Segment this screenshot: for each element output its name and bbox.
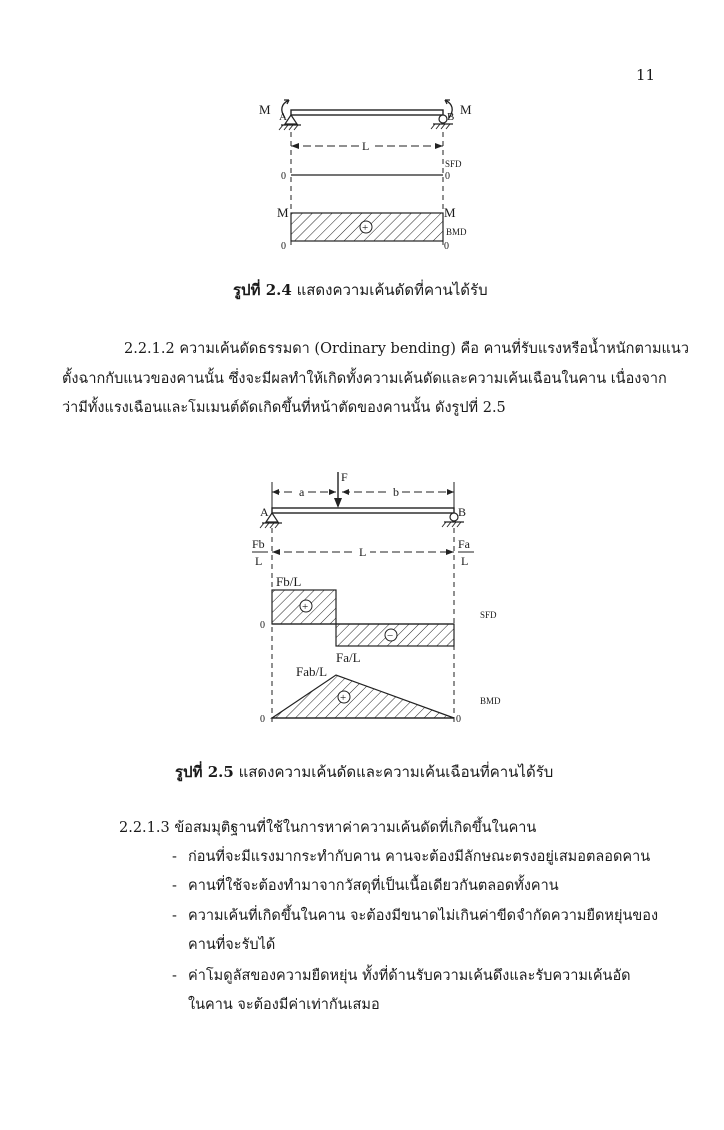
label-zero-sfd-right: 0 [445, 171, 450, 182]
roller-support-b-2 [450, 513, 458, 521]
sfd-minus-sign: − [387, 630, 394, 642]
list-item-text: ค่าโมดูลัสของความยืดหยุ่น ทั้งที่ด้านรับความเค้นดึงและรับความเค้นอัด [188, 968, 631, 984]
label-a: A [279, 111, 287, 123]
list-item-text: คานที่ใช้จะต้องทำมาจากวัสดุที่เป็นเนื้อเดียวกันตลอดทั้งคาน [188, 878, 559, 894]
list-item-text: ก่อนที่จะมีแรงมากระทำกับคาน คานจะต้องมีลักษณะตรงอยู่เสมอตลอดคาน [188, 849, 651, 865]
beam [291, 110, 443, 115]
list-item-continuation: ในคาน จะต้องมีค่าเท่ากันเสมอ [188, 997, 380, 1013]
caption-label: รูปที่ 2.4 [233, 281, 292, 299]
list-item [172, 906, 658, 926]
label-zero-sfd-2: 0 [260, 620, 265, 631]
list-item [172, 847, 650, 867]
label-f: F [341, 470, 348, 484]
label-a-2: A [260, 505, 269, 519]
label-fb-den: L [255, 554, 263, 568]
label-zero-bmd-left: 0 [281, 241, 286, 252]
label-zero-sfd-left: 0 [281, 171, 286, 182]
bmd-plus-sign: + [362, 222, 369, 234]
label-bmd: BMD [446, 227, 467, 237]
list-item-text: ความเค้นที่เกิดขึ้นในคาน จะต้องมีขนาดไม่เกินค่าขีดจำกัดความยืดหยุ่นของ [188, 908, 659, 924]
label-m-right: M [460, 102, 472, 117]
section-2212-line-1: 2.2.1.2 ความเค้นดัดธรรมดา (Ordinary bending) คือ คานที่รับแรงหรือน้ำหนักตามแนว [124, 341, 689, 357]
label-fb-over-l: Fb/L [276, 574, 302, 589]
page-number: 11 [636, 66, 656, 84]
label-zero-bmd-left-2: 0 [260, 714, 265, 725]
bullet: - [172, 908, 177, 924]
label-dim-b: b [393, 485, 399, 499]
label-fa-num: Fa [458, 537, 470, 551]
label-zero-bmd-right-2: 0 [456, 714, 461, 725]
label-m-bmd-right: M [444, 205, 456, 220]
label-b-2: B [458, 505, 467, 519]
figure-2-4 [255, 92, 485, 252]
beam-2 [272, 508, 454, 513]
label-sfd: SFD [445, 159, 462, 169]
label-zero-bmd-right: 0 [444, 241, 449, 252]
label-l: L [362, 139, 370, 153]
section-2212-line-2: ตั้งฉากกับแนวของคานนั้น ซึ่งจะมีผลทำให้เกิดทั้งความเค้นดัดและความเค้นเฉือนในคาน เนื่องจาก [62, 371, 667, 387]
label-fab-over-l: Fab/L [296, 664, 328, 679]
caption-text: แสดงความเค้นดัดและความเค้นเฉือนที่คานได้รับ [238, 763, 554, 781]
label-dim-a: a [299, 485, 305, 499]
bullet: - [172, 878, 177, 894]
bmd-triangle [272, 675, 454, 718]
bullet: - [172, 968, 177, 984]
caption-label: รูปที่ 2.5 [175, 763, 234, 781]
label-sfd-2: SFD [480, 610, 497, 620]
label-bmd-2: BMD [480, 696, 501, 706]
list-item-continuation: คานที่จะรับได้ [188, 937, 276, 953]
sfd-plus-sign: + [302, 601, 309, 613]
caption-text: แสดงความเค้นดัดที่คานได้รับ [296, 281, 488, 299]
roller-support-b [439, 115, 447, 123]
list-item [172, 876, 559, 896]
section-2212-line-3: ว่ามีทั้งแรงเฉือนและโมเมนต์ดัดเกิดขึ้นที่หน้าตัดของคานนั้น ดังรูปที่ 2.5 [62, 400, 506, 416]
label-fa-over-l: Fa/L [336, 650, 361, 665]
bullet: - [172, 849, 177, 865]
label-m-left: M [259, 102, 271, 117]
section-2213-heading: 2.2.1.3 ข้อสมมุติฐานที่ใช้ในการหาค่าความเค้นดัดที่เกิดขึ้นในคาน [119, 820, 537, 836]
list-item [172, 966, 631, 986]
bmd-plus-sign-2: + [340, 692, 347, 704]
label-m-bmd-left: M [277, 205, 289, 220]
label-l-2: L [359, 545, 367, 559]
figure-2-5 [248, 468, 518, 730]
label-fb-num: Fb [252, 537, 265, 551]
figure-2-5-caption [175, 760, 553, 784]
figure-2-4-caption [233, 278, 488, 302]
label-fa-den: L [461, 554, 469, 568]
label-b: B [447, 111, 455, 123]
